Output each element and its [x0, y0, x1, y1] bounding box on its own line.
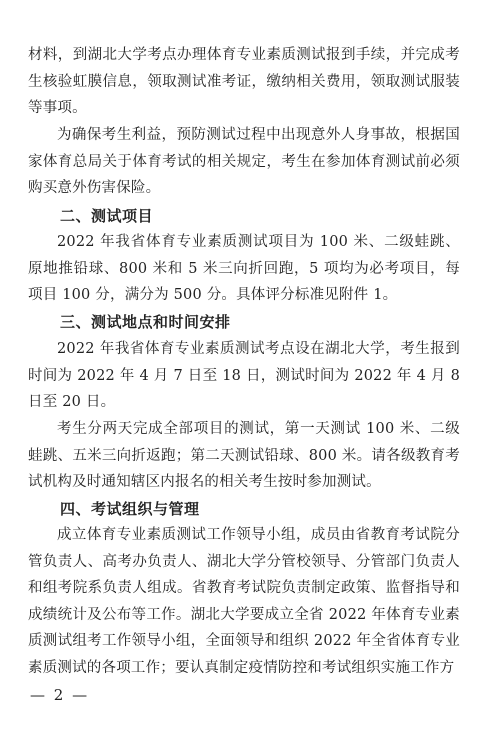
paragraph-insurance: 为确保考生利益，预防测试过程中出现意外人身事故，根据国家体育总局关于体育考试的相关规定，考生在参加体育测试前必须购买意外伤害保险。	[28, 127, 460, 196]
paragraph-registration-materials: 材料，到湖北大学考点办理体育专业素质测试报到手续，并完成考生核验虹膜信息，领取测试准考证，缴纳相关费用，领取测试服装等事项。	[28, 47, 460, 116]
paragraph-location-schedule: 2022 年我省体育专业素质测试考点设在湖北大学，考生报到时间为 2022 年 4 月 7 日至 18 日，测试时间为 2022 年 4 月 8 日至 20 日。	[28, 341, 460, 410]
heading-organization-management: 四、考试组织与管理	[60, 500, 200, 518]
paragraph-two-day-testing: 考生分两天完成全部项目的测试，第一天测试 100 米、二级蛙跳、五米三向折返跑；第二天测试铅球、800 米。请各级教育考试机构及时通知辖区内报名的相关考生按时参加测试。	[28, 421, 460, 490]
heading-location-schedule: 三、测试地点和时间安排	[60, 313, 231, 331]
paragraph-test-items: 2022 年我省体育专业素质测试项目为 100 米、二级蛙跳、原地推铅球、800 米和 5 米三向折回跑，5 项均为必考项目，每项目 100 分，满分为 500 分。具体评分标准见附件 1。	[28, 234, 460, 303]
heading-test-items: 二、测试项目	[60, 207, 154, 225]
page-number: — 2 —	[30, 686, 90, 704]
paragraph-leadership-group: 成立体育专业素质测试工作领导小组，成员由省教育考试院分管负责人、高考办负责人、湖北大学分管校领导、分管部门负责人和组考院系负责人组成。省教育考试院负责制定政策、监督指导和成绩统计及公布等工作。湖北大学要成立全省 2022 年体育专业素质测试组考工作领导小组，全面领导和组织 2022 年全省体育专业素质测试的各项工作；要认真制定疫情防控和考试组织实施工作方	[28, 527, 460, 676]
